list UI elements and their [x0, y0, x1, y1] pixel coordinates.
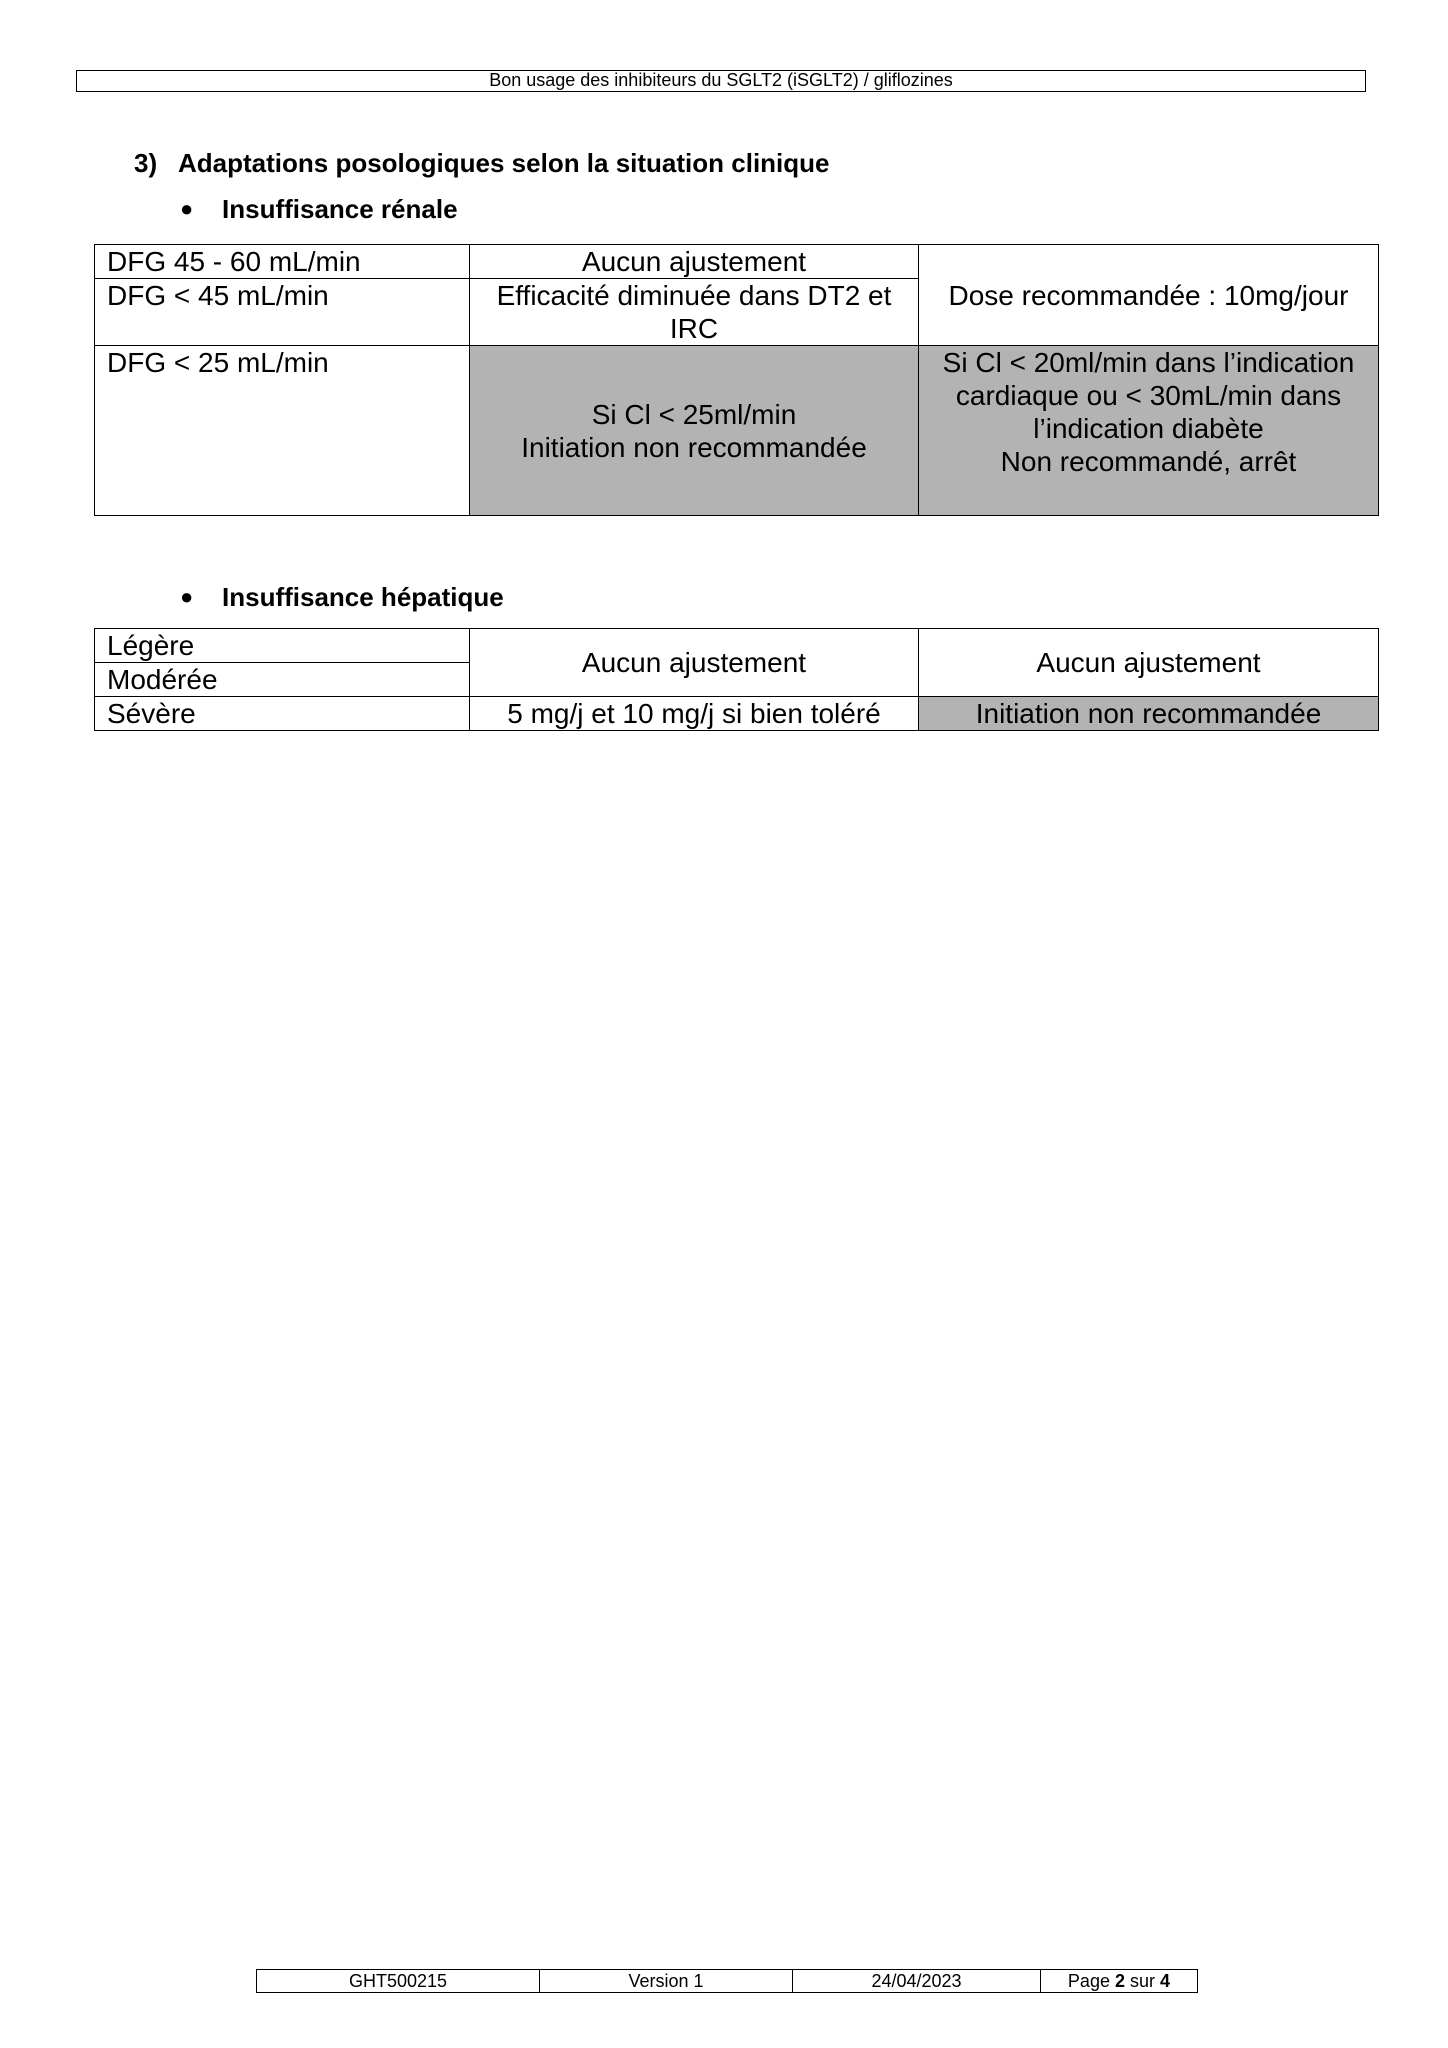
table-cell	[919, 245, 1379, 346]
bullet-icon: ●	[180, 196, 194, 221]
page-separator: sur	[1130, 1971, 1156, 1991]
document-footer	[256, 1969, 1198, 1993]
cell-text: 5 mg/j et 10 mg/j si bien toléré	[507, 698, 881, 729]
table-row	[95, 697, 1379, 731]
hepatic-heading: Insuffisance hépatique	[222, 582, 504, 612]
bullet-icon: ●	[180, 584, 194, 609]
cell-text: Non recommandé, arrêt	[1000, 446, 1297, 477]
footer-page	[1041, 1970, 1198, 1993]
cell-text: DFG < 25 mL/min	[107, 347, 329, 378]
cell-text: Dose recommandée : 10mg/jour	[948, 279, 1349, 311]
table-cell	[95, 629, 470, 663]
cell-text: Initiation non recommandée	[975, 698, 1322, 729]
renal-table	[94, 244, 1379, 516]
page-current: 2	[1114, 1971, 1125, 1991]
table-cell	[470, 346, 919, 516]
renal-heading: Insuffisance rénale	[222, 194, 458, 224]
hepatic-bullet	[180, 582, 504, 613]
cell-text: Légère	[107, 630, 195, 661]
section-title: Adaptations posologiques selon la situation clinique	[178, 148, 830, 178]
table-cell	[919, 346, 1379, 516]
table-cell	[95, 279, 470, 346]
table-cell	[95, 663, 470, 697]
hepatic-table	[94, 628, 1379, 731]
footer-version	[540, 1970, 793, 1993]
footer-version-text: Version 1	[628, 1971, 704, 1991]
table-row	[95, 245, 1379, 279]
footer-date-text: 24/04/2023	[871, 1971, 962, 1991]
cell-text: Si Cl < 25ml/min	[591, 398, 797, 430]
footer-date	[793, 1970, 1041, 1993]
footer-code	[257, 1970, 540, 1993]
table-cell	[919, 697, 1379, 731]
cell-text: Initiation non recommandée	[521, 431, 867, 463]
cell-text: DFG 45 - 60 mL/min	[107, 246, 361, 277]
header-title: Bon usage des inhibiteurs du SGLT2 (iSGLT2) / gliflozines	[489, 70, 953, 90]
table-cell	[470, 629, 919, 697]
cell-text: DFG < 45 mL/min	[107, 280, 329, 311]
footer-row	[257, 1970, 1198, 1993]
renal-bullet	[180, 194, 458, 225]
table-cell	[470, 245, 919, 279]
table-row	[95, 346, 1379, 516]
page-prefix: Page	[1067, 1971, 1110, 1991]
section-heading	[134, 148, 830, 179]
document-header	[76, 70, 1366, 92]
table-row	[95, 629, 1379, 663]
cell-text: Si Cl < 20ml/min dans l’indication cardiaque ou < 30mL/min dans l’indication diabète	[942, 347, 1355, 444]
cell-text: Sévère	[107, 698, 196, 729]
cell-text: Aucun ajustement	[1036, 647, 1261, 678]
table-cell	[919, 629, 1379, 697]
table-cell	[95, 697, 470, 731]
page-total: 4	[1160, 1971, 1171, 1991]
cell-text: Efficacité diminuée dans DT2 et IRC	[496, 280, 892, 344]
table-cell	[95, 346, 470, 516]
cell-text: Modérée	[107, 664, 218, 695]
footer-code-text: GHT500215	[348, 1971, 448, 1991]
cell-text: Aucun ajustement	[581, 246, 807, 277]
section-number: 3)	[134, 148, 158, 178]
table-cell	[470, 279, 919, 346]
cell-text: Aucun ajustement	[581, 647, 807, 678]
table-cell	[470, 697, 919, 731]
table-cell	[95, 245, 470, 279]
